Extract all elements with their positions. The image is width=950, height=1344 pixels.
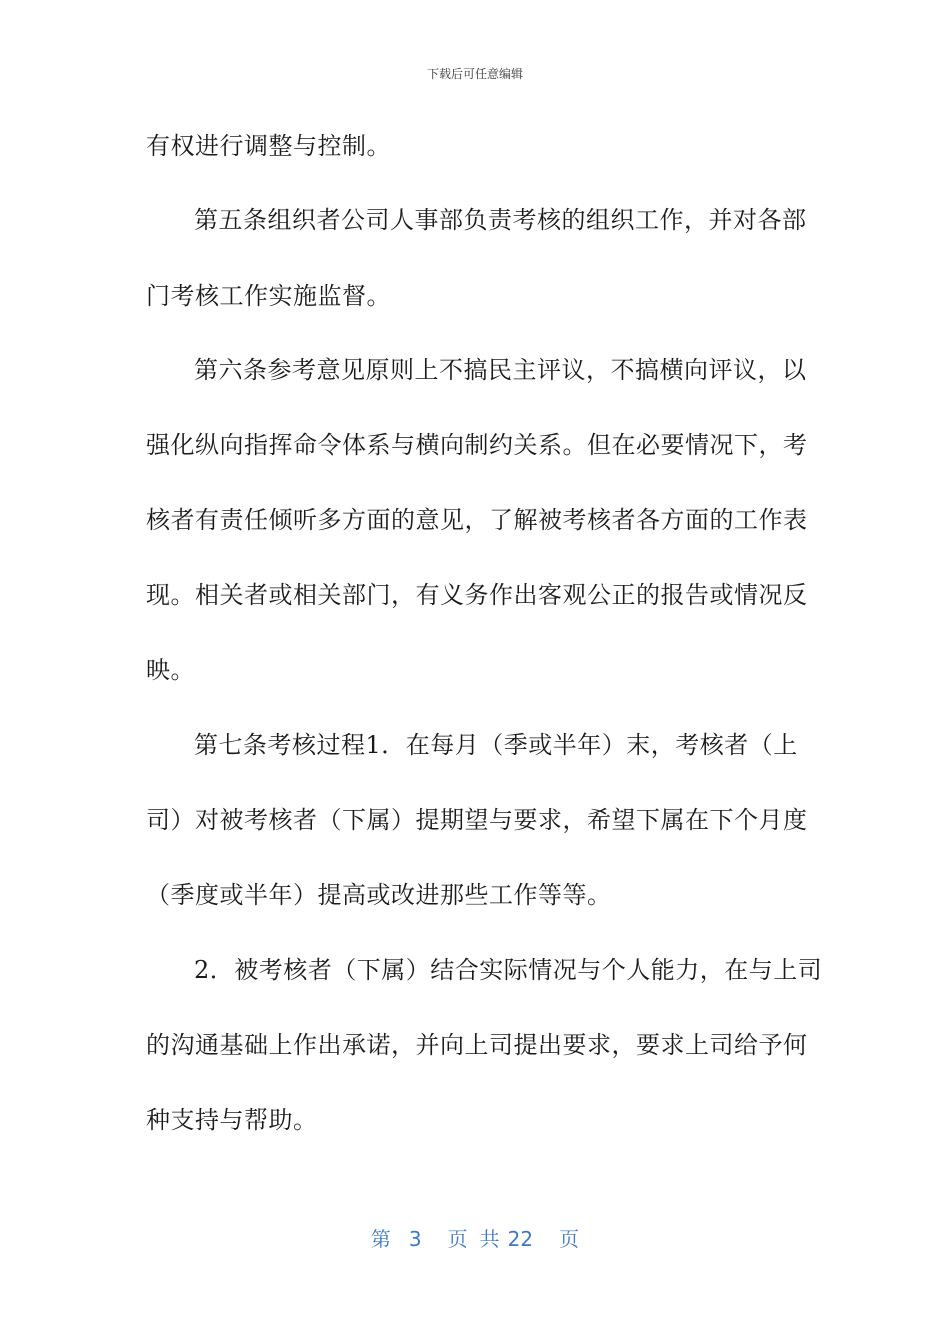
text-line: 第七条考核过程1．在每月（季或半年）末，考核者（上	[194, 731, 798, 759]
footer-total-pages: 22	[507, 1227, 534, 1251]
header-note: 下载后可任意编辑	[426, 67, 523, 81]
text-line: 门考核工作实施监督。	[146, 282, 391, 310]
footer-label-di: 第	[370, 1227, 391, 1251]
footer-label-gong: 共	[479, 1227, 500, 1251]
footer-current-page: 3	[408, 1227, 422, 1251]
text-line: 种支持与帮助。	[146, 1106, 318, 1134]
text-line: 强化纵向指挥命令体系与横向制约关系。但在必要情况下，考	[146, 431, 808, 459]
footer-label-ye2: 页	[559, 1227, 580, 1251]
text-line: 有权进行调整与控制。	[146, 132, 391, 160]
text-line: 第六条参考意见原则上不搞民主评议，不搞横向评议，以	[194, 356, 807, 384]
text-line: 2．被考核者（下属）结合实际情况与个人能力，在与上司	[194, 956, 823, 984]
page-footer	[0, 1226, 950, 1252]
text-line: 核者有责任倾听多方面的意见，了解被考核者各方面的工作表	[146, 506, 808, 534]
text-line: 第五条组织者公司人事部负责考核的组织工作，并对各部	[194, 206, 807, 234]
text-line: 现。相关者或相关部门，有义务作出客观公正的报告或情况反	[146, 581, 808, 609]
text-line: 司）对被考核者（下属）提期望与要求，希望下属在下个月度	[146, 806, 808, 834]
text-line: （季度或半年）提高或改进那些工作等等。	[146, 881, 612, 909]
footer-label-ye: 页	[447, 1227, 468, 1251]
text-line: 映。	[146, 656, 195, 684]
text-line: 的沟通基础上作出承诺，并向上司提出要求，要求上司给予何	[146, 1031, 808, 1059]
